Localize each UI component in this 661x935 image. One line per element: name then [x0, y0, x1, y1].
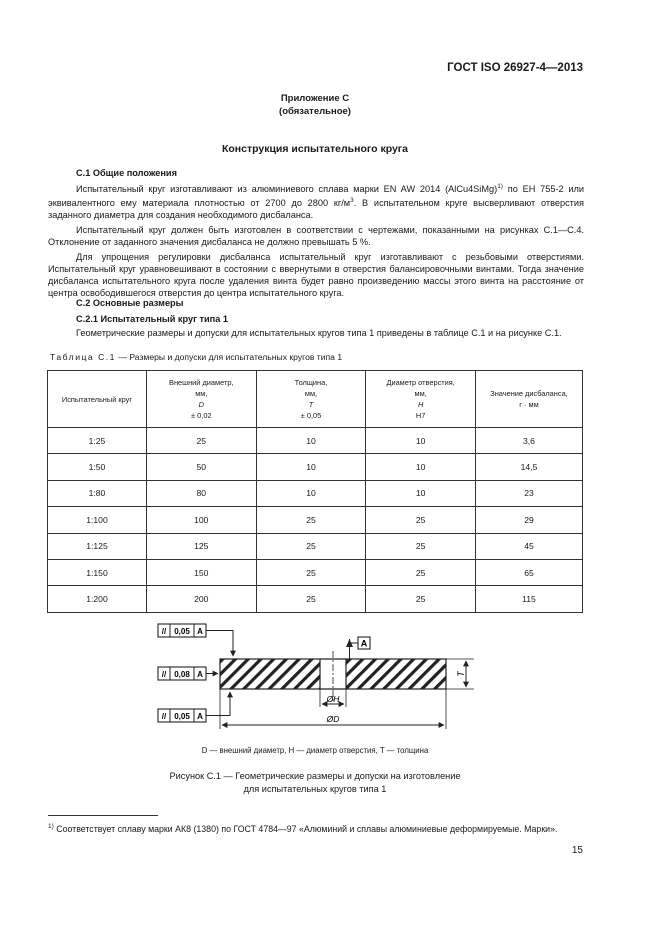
tolerance-frame-middle — [158, 667, 206, 680]
c2-heading: С.2 Основные размеры — [76, 298, 184, 308]
section-left — [220, 659, 320, 689]
c1-paragraph-2: Испытательный круг должен быть изготовлен в соответствии с чертежами, показанными на рисунках С.1—С.4. Отклонение от заданного значения дисбаланса не должно превышать 5 %. — [48, 225, 584, 248]
page-number: 15 — [571, 845, 583, 856]
c1-heading: С.1 Общие положения — [76, 168, 177, 178]
table-row: 1:150 150 25 25 65 — [48, 559, 583, 585]
c1-paragraph-3: Для упрощения регулировки дисбаланса испытательный круг изготавливают с резьбовыми отверстиями. Испытательный круг уравновешивают в состоянии с ввернутыми в отверстия балансировочными винтами. Тогда значение дисбаланса испытательного круга после удаления винта будет равно произведению массы этого винта на расстояние от центра освободившегося отверстия до центра испытательного круга. — [48, 252, 584, 299]
svg-text:A: A — [197, 627, 203, 636]
figure-legend: D — внешний диаметр, H — диаметр отверстия, T — толщина — [201, 746, 429, 755]
annex-title: Приложение С — [280, 93, 350, 104]
c1-paragraph-1: Испытательный круг изготавливают из алюминиевого сплава марки EN AW 2014 (AlCu4SiMg)$^{1)}$ по ЕН 755-2 или эквивалентного ему материала плотностью от 2700 до 2800 $кг/м^3$. В испытательном круге высверливают отверстия заданного диаметра для создания необходимого дисбаланса. — [48, 183, 584, 221]
tolerance-frame-bottom — [158, 709, 206, 722]
svg-text://: // — [161, 712, 167, 721]
svg-text://: // — [161, 670, 167, 679]
table-row: 1:50 50 10 10 14,5 — [48, 454, 583, 480]
svg-text:A: A — [197, 712, 203, 721]
svg-text:A: A — [197, 670, 203, 679]
annex-heading — [48, 92, 582, 118]
annex-status: (обязательное) — [279, 106, 351, 117]
dim-d-label: ØD — [326, 714, 340, 724]
test-wheel-drawing — [150, 615, 480, 743]
table-row: 1:200 200 25 25 115 — [48, 586, 583, 612]
datum-label: A — [360, 638, 368, 649]
table-row: 1:80 80 10 10 23 — [48, 480, 583, 506]
svg-text://: // — [161, 627, 167, 636]
table-header-row — [48, 371, 583, 428]
table-row: 1:125 125 25 25 45 — [48, 533, 583, 559]
document-header: ГОСТ ISO 26927-4—2013 — [447, 62, 583, 74]
header-hole-diameter: Диаметр отверстия, мм, H H7 — [366, 371, 476, 428]
table-row: 1:25 25 10 10 3,6 — [48, 428, 583, 454]
figure-caption: Рисунок С.1 — Геометрические размеры и допуски на изготовление для испытательных кругов типа 1 — [169, 771, 461, 794]
footnote-divider — [48, 815, 158, 816]
dim-h-label: ØH — [326, 694, 340, 704]
section-right — [346, 659, 446, 689]
tolerance-frame-top — [158, 624, 206, 637]
svg-text:0,05: 0,05 — [174, 627, 190, 636]
c2-paragraph-1: Геометрические размеры и допуски для испытательных кругов типа 1 приведены в таблице С.1 и на рисунке С.1. — [76, 328, 562, 338]
header-test-wheel: Испытательный круг — [48, 371, 147, 428]
c1-body — [48, 181, 584, 299]
header-unbalance: Значение дисбаланса, г · мм — [475, 371, 582, 428]
dim-t-label: T — [456, 671, 466, 677]
svg-text:0,05: 0,05 — [174, 712, 190, 721]
dimensions-table — [47, 370, 583, 613]
footnote: $^{1)}$ Соответствует сплаву марки АК8 (1380) по ГОСТ 4784—97 «Алюминий и сплавы алюминиевые деформируемые. Марки». — [48, 823, 558, 834]
footnote-ref: 1) — [497, 183, 503, 190]
table-row: 1:100 100 25 25 29 — [48, 507, 583, 533]
table-caption: Таблица С.1 — Размеры и допуски для испытательных кругов типа 1 — [50, 352, 343, 362]
header-thickness: Толщина, мм, T ± 0,05 — [256, 371, 366, 428]
c2-body — [48, 327, 584, 339]
svg-text:0,08: 0,08 — [174, 670, 190, 679]
c2-1-heading: С.2.1 Испытательный круг типа 1 — [76, 314, 228, 324]
header-outer-diameter: Внешний диаметр, мм, D ± 0,02 — [146, 371, 256, 428]
section-title: Конструкция испытательного круга — [221, 143, 409, 155]
